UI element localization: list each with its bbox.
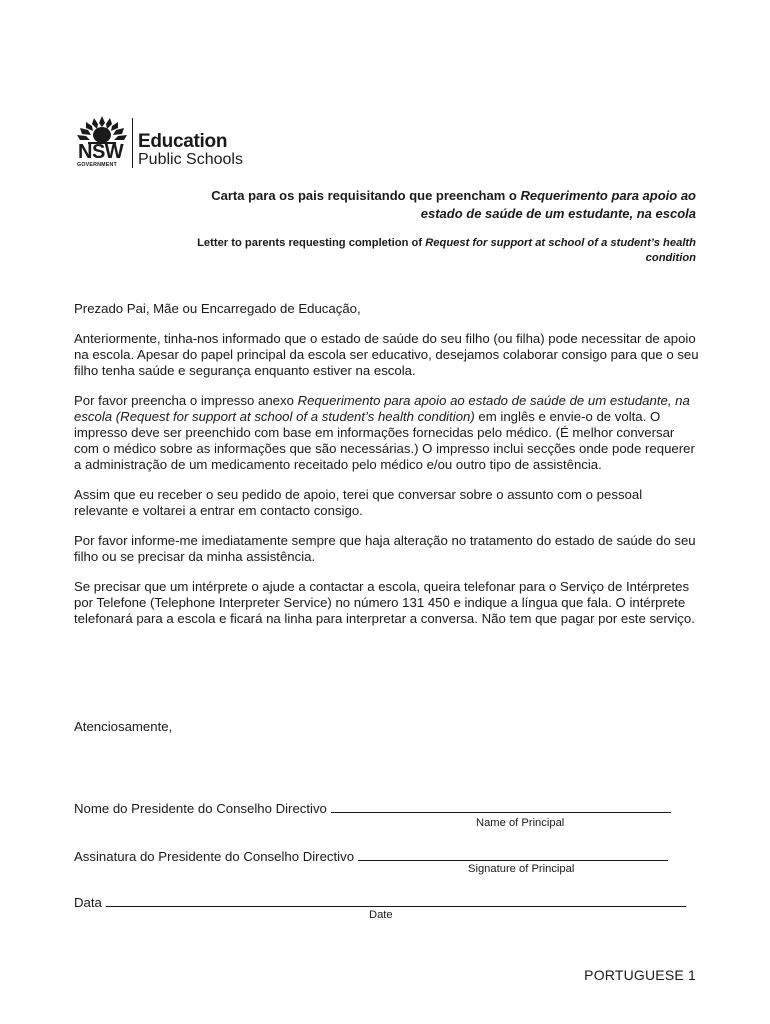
principal-name-line[interactable] (331, 800, 671, 813)
education-wordmark: Education (138, 131, 228, 152)
paragraph-2-end: em inglês e envie-o de volta. O impresso deve ser preenchido com base em informações fornecidas pelo médico. (É melhor conversar com o médico sobre as informações que são necessárias.) O impresso inclui secções onde pode requerer a administração de um medicamento receitado pelo médico e/ou outro tipo de assistência. (74, 409, 695, 472)
nsw-education-logo (76, 115, 266, 171)
government-wordmark: GOVERNMENT (77, 162, 117, 168)
principal-signature-field[interactable] (74, 848, 668, 864)
paragraph-5: Se precisar que um intérprete o ajude a contactar a escola, queira telefonar para o Serviço de Intérpretes por Telefone (Telephone Interpreter Service) no número 131 450 e indique a língua que fala. O intérprete telefonará para a escola e ficará na linha para interpretar a conversa. Não tem que pagar por este serviço. (74, 579, 695, 626)
title-en-form-name: Request for support at school of a student’s health condition (425, 237, 696, 264)
date-field[interactable] (74, 894, 686, 910)
closing: Atenciosamente, (74, 719, 173, 734)
document-title-portuguese (196, 187, 696, 223)
greeting: Prezado Pai, Mãe ou Encarregado de Educação, (74, 301, 361, 316)
paragraph-4: Por favor informe-me imediatamente sempre que haja alteração no tratamento do estado de saúde do seu filho ou se precisar da minha assistência. (74, 533, 696, 564)
page-footer-language: PORTUGUESE 1 (584, 967, 696, 983)
document-title-english (196, 236, 696, 266)
logo-divider (132, 118, 133, 168)
paragraph-2-start: Por favor preencha o impresso anexo (74, 393, 298, 408)
title-pt-prefix: Carta para os pais requisitando que preencham o (211, 188, 521, 203)
title-pt-form-name: Requerimento para apoio ao estado de saúde de um estudante, na escola (420, 188, 696, 221)
paragraph-2-form-name: Requerimento para apoio ao estado de saúde de um estudante, na escola (Request for support at school of a student’s health condition) (74, 393, 690, 424)
principal-name-field[interactable] (74, 800, 671, 816)
principal-name-sublabel: Name of Principal (476, 817, 565, 829)
title-en-prefix: Letter to parents requesting completion of (197, 237, 426, 249)
principal-signature-label: Assinatura do Presidente do Conselho Directivo (74, 849, 355, 864)
principal-name-label: Nome do Presidente do Conselho Directivo (74, 801, 327, 816)
letter-body (74, 301, 700, 641)
date-line[interactable] (106, 894, 686, 907)
public-schools-wordmark: Public Schools (138, 151, 243, 168)
date-sublabel: Date (369, 909, 393, 921)
nsw-wordmark: NSW (78, 141, 124, 163)
principal-signature-line[interactable] (358, 848, 668, 861)
principal-signature-sublabel: Signature of Principal (468, 863, 575, 875)
date-label: Data (74, 895, 102, 910)
paragraph-1: Anteriormente, tinha-nos informado que o estado de saúde do seu filho (ou filha) pode necessitar de apoio na escola. Apesar do papel principal da escola ser educativo, desejamos colaborar consigo para que o seu filho tenha saúde e segurança enquanto estiver na escola. (74, 331, 699, 378)
paragraph-3: Assim que eu receber o seu pedido de apoio, terei que conversar sobre o assunto com o pessoal relevante e voltarei a entrar em contacto consigo. (74, 487, 643, 518)
paragraph-2 (74, 393, 700, 473)
